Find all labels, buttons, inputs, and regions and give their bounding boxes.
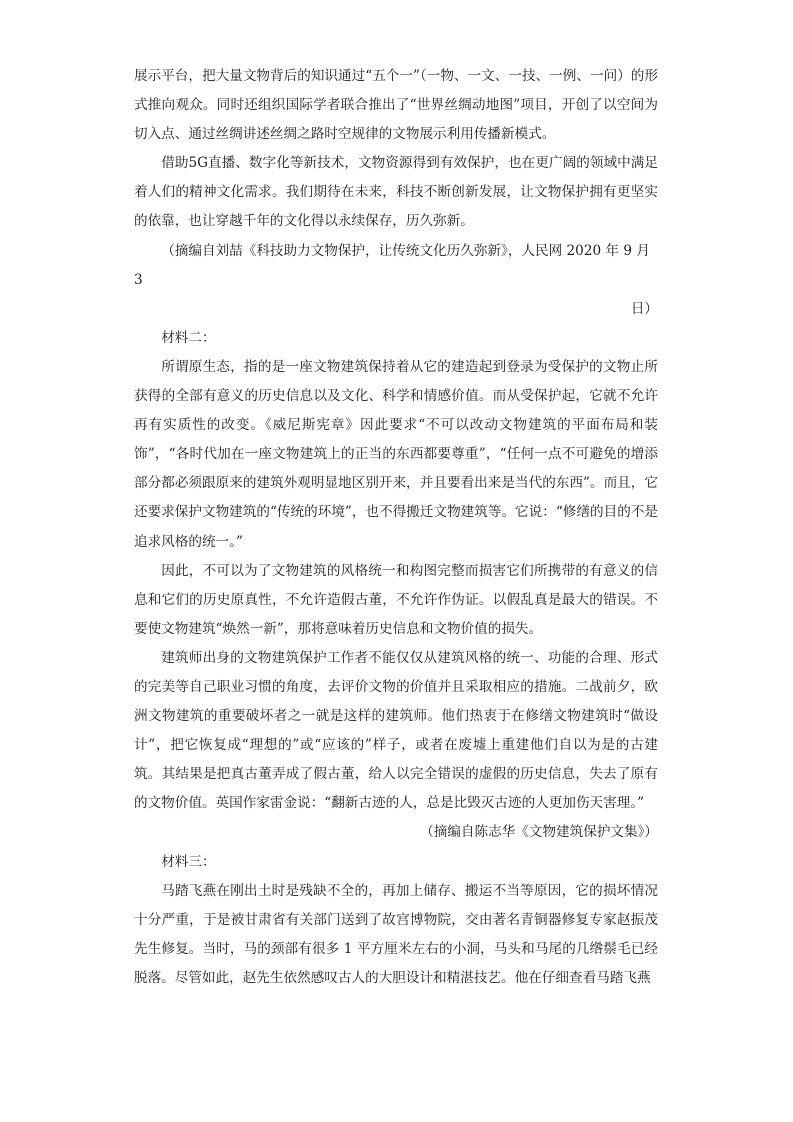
material1-source-line-2: 日）	[630, 300, 658, 317]
material1-paragraph-2: 借助5G直播、数字化等新技术，文物资源得到有效保护，也在更广阔的领域中满足着人们的精神文化需求。我们期待在未来，科技不断创新发展，让文物保护拥有更坚实的依靠，也让穿越千年的文化得以永续保存，历久弥新。	[134, 155, 658, 230]
material2-source: （摘编自陈志华《文物建筑保护文集》）	[420, 824, 658, 841]
material2-paragraph-2: 因此，不可以为了文物建筑的风格统一和构图完整而损害它们所携带的有意义的信息和它们的历史原真性，不允许造假古董，不允许作伪证。以假乱真是最大的错误。不要使文物建筑“焕然一新”，那将意味着历史信息和文物价值的损失。	[134, 562, 658, 637]
material3-heading: 材料三：	[161, 853, 216, 870]
material2-paragraph-3: 建筑师出身的文物建筑保护工作者不能仅仅从建筑风格的统一、功能的合理、形式的完美等自己职业习惯的角度，去评价文物的价值并且采取相应的措施。二战前夕，欧洲文物建筑的重要破坏者之一就是这样的建筑师。他们热衷于在修缮文物建筑时“做设计”，把它恢复成“理想的”或“应该的”样子，或者在废墟上重建他们自以为是的古建筑。其结果是把真古董弄成了假古董，给人以完全错误的虚假的历史信息，失去了原有的文物价值。英国作家雷金说：“翻新古迹的人，总是比毁灭古迹的人更加伤天害理。”	[134, 649, 658, 812]
material3-paragraph-1: 马踏飞燕在刚出土时是残缺不全的，再加上储存、搬运不当等原因，它的损坏情况十分严重，于是被甘肃省有关部门送到了故宫博物院，交由著名青铜器修复专家赵振茂先生修复。当时，马的颈部有很多 1 平方厘米左右的小洞，马头和马尾的几绺鬃毛已经脱落。尽管如此，赵先生依然感叹古人的大胆设计和精湛技艺。他在仔细查看马踏飞燕	[134, 882, 658, 986]
material1-source-line-1: （摘编自刘喆《科技助力文物保护，让传统文化历久弥新》，人民网 2020 年 9 月 3	[134, 242, 650, 288]
material1-paragraph-1: 展示平台，把大量文物背后的知识通过“五个一”（一物、一文、一技、一例、一问）的形式推向观众。同时还组织国际学者联合推出了“世界丝绸动地图”项目，开创了以空间为切入点、通过丝绸讲述丝绸之路时空规律的文物展示利用传播新模式。	[134, 68, 658, 143]
document-page	[134, 62, 658, 993]
material2-heading: 材料二：	[161, 329, 216, 346]
material2-paragraph-1: 所谓原生态，指的是一座文物建筑保持着从它的建造起到登录为受保护的文物止所获得的全部有意义的历史信息以及文化、科学和情感价值。而从受保护起，它就不允许再有实质性的改变。《威尼斯宪章》因此要求“不可以改动文物建筑的平面布局和装饰”，“各时代加在一座文物建筑上的正当的东西都要尊重”，“任何一点不可避免的增添部分都必须跟原来的建筑外观明显地区别开来，并且要看出来是当代的东西”。而且，它还要求保护文物建筑的“传统的环境”，也不得搬迁文物建筑等。它说：“修缮的目的不是追求风格的统一。”	[134, 358, 658, 550]
